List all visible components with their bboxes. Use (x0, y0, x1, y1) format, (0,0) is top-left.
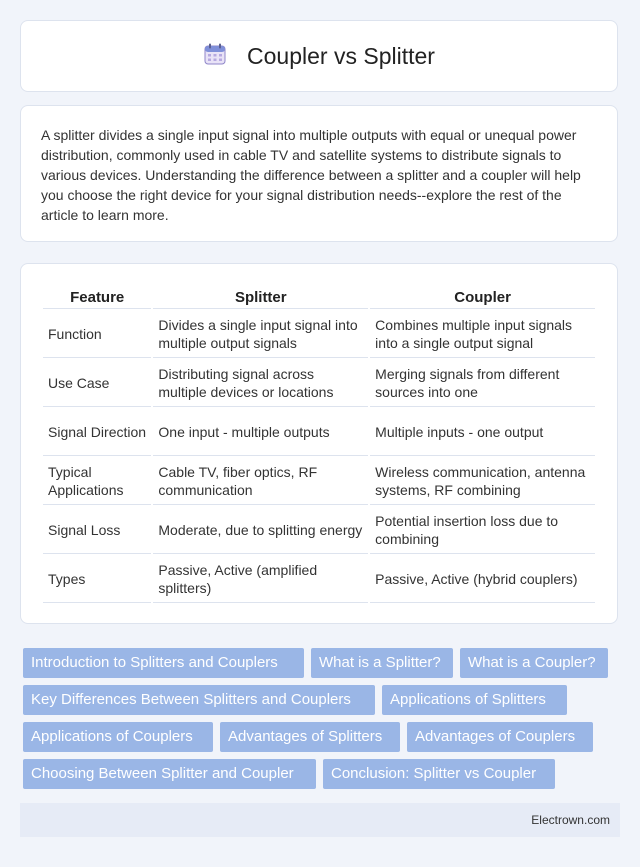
tag-advantages-splitters[interactable]: Advantages of Splitters (220, 722, 400, 752)
table-row (43, 311, 595, 358)
table-header-row (43, 286, 595, 309)
intro-text: A splitter divides a single input signal into multiple outputs with equal or unequal power distribution, commonly used in cable TV and satellite systems to distribute signals to various devices. Understanding the difference between a splitter and a coupler will help you choose the right device for your signal distribution needs--explore the rest of the article to learn more. (41, 127, 581, 223)
header-coupler: Coupler (370, 286, 595, 309)
table-row (43, 409, 595, 456)
cell-splitter: Passive, Active (amplified splitters) (153, 556, 368, 603)
cell-feature: Typical Applications (43, 458, 151, 505)
tag-advantages-couplers[interactable]: Advantages of Couplers (407, 722, 593, 752)
page-title: Coupler vs Splitter (247, 42, 435, 69)
table-row (43, 360, 595, 407)
table-row (43, 458, 595, 505)
table-row (43, 507, 595, 554)
cell-feature: Signal Loss (43, 507, 151, 554)
cell-coupler: Potential insertion loss due to combining (370, 507, 595, 554)
cell-coupler: Merging signals from different sources into one (370, 360, 595, 407)
footer-site: Electrown.com (531, 813, 610, 827)
table-row (43, 556, 595, 603)
comparison-table (41, 284, 597, 605)
cell-feature: Types (43, 556, 151, 603)
cell-coupler: Multiple inputs - one output (370, 409, 595, 456)
tag-applications-couplers[interactable]: Applications of Couplers (23, 722, 213, 752)
tag-key-differences[interactable]: Key Differences Between Splitters and Couplers (23, 685, 375, 715)
cell-splitter: Distributing signal across multiple devices or locations (153, 360, 368, 407)
cell-splitter: Moderate, due to splitting energy (153, 507, 368, 554)
cell-coupler: Passive, Active (hybrid couplers) (370, 556, 595, 603)
cell-feature: Use Case (43, 360, 151, 407)
calendar-icon (203, 42, 227, 71)
cell-feature: Signal Direction (43, 409, 151, 456)
tag-conclusion[interactable]: Conclusion: Splitter vs Coupler (323, 759, 555, 789)
cell-feature: Function (43, 311, 151, 358)
cell-splitter: One input - multiple outputs (153, 409, 368, 456)
header-splitter: Splitter (153, 286, 368, 309)
cell-splitter: Cable TV, fiber optics, RF communication (153, 458, 368, 505)
tag-applications-splitters[interactable]: Applications of Splitters (382, 685, 567, 715)
tag-what-is-coupler[interactable]: What is a Coupler? (460, 648, 608, 678)
tag-introduction[interactable]: Introduction to Splitters and Couplers (23, 648, 304, 678)
tag-choosing-between[interactable]: Choosing Between Splitter and Coupler (23, 759, 316, 789)
cell-splitter: Divides a single input signal into multiple output signals (153, 311, 368, 358)
title-wrap (203, 42, 435, 71)
tag-what-is-splitter[interactable]: What is a Splitter? (311, 648, 453, 678)
comparison-table-card (20, 263, 618, 624)
cell-coupler: Combines multiple input signals into a single output signal (370, 311, 595, 358)
intro-card (20, 105, 618, 242)
title-card (20, 20, 618, 92)
cell-coupler: Wireless communication, antenna systems, RF combining (370, 458, 595, 505)
header-feature: Feature (43, 286, 151, 309)
footer (20, 803, 620, 837)
